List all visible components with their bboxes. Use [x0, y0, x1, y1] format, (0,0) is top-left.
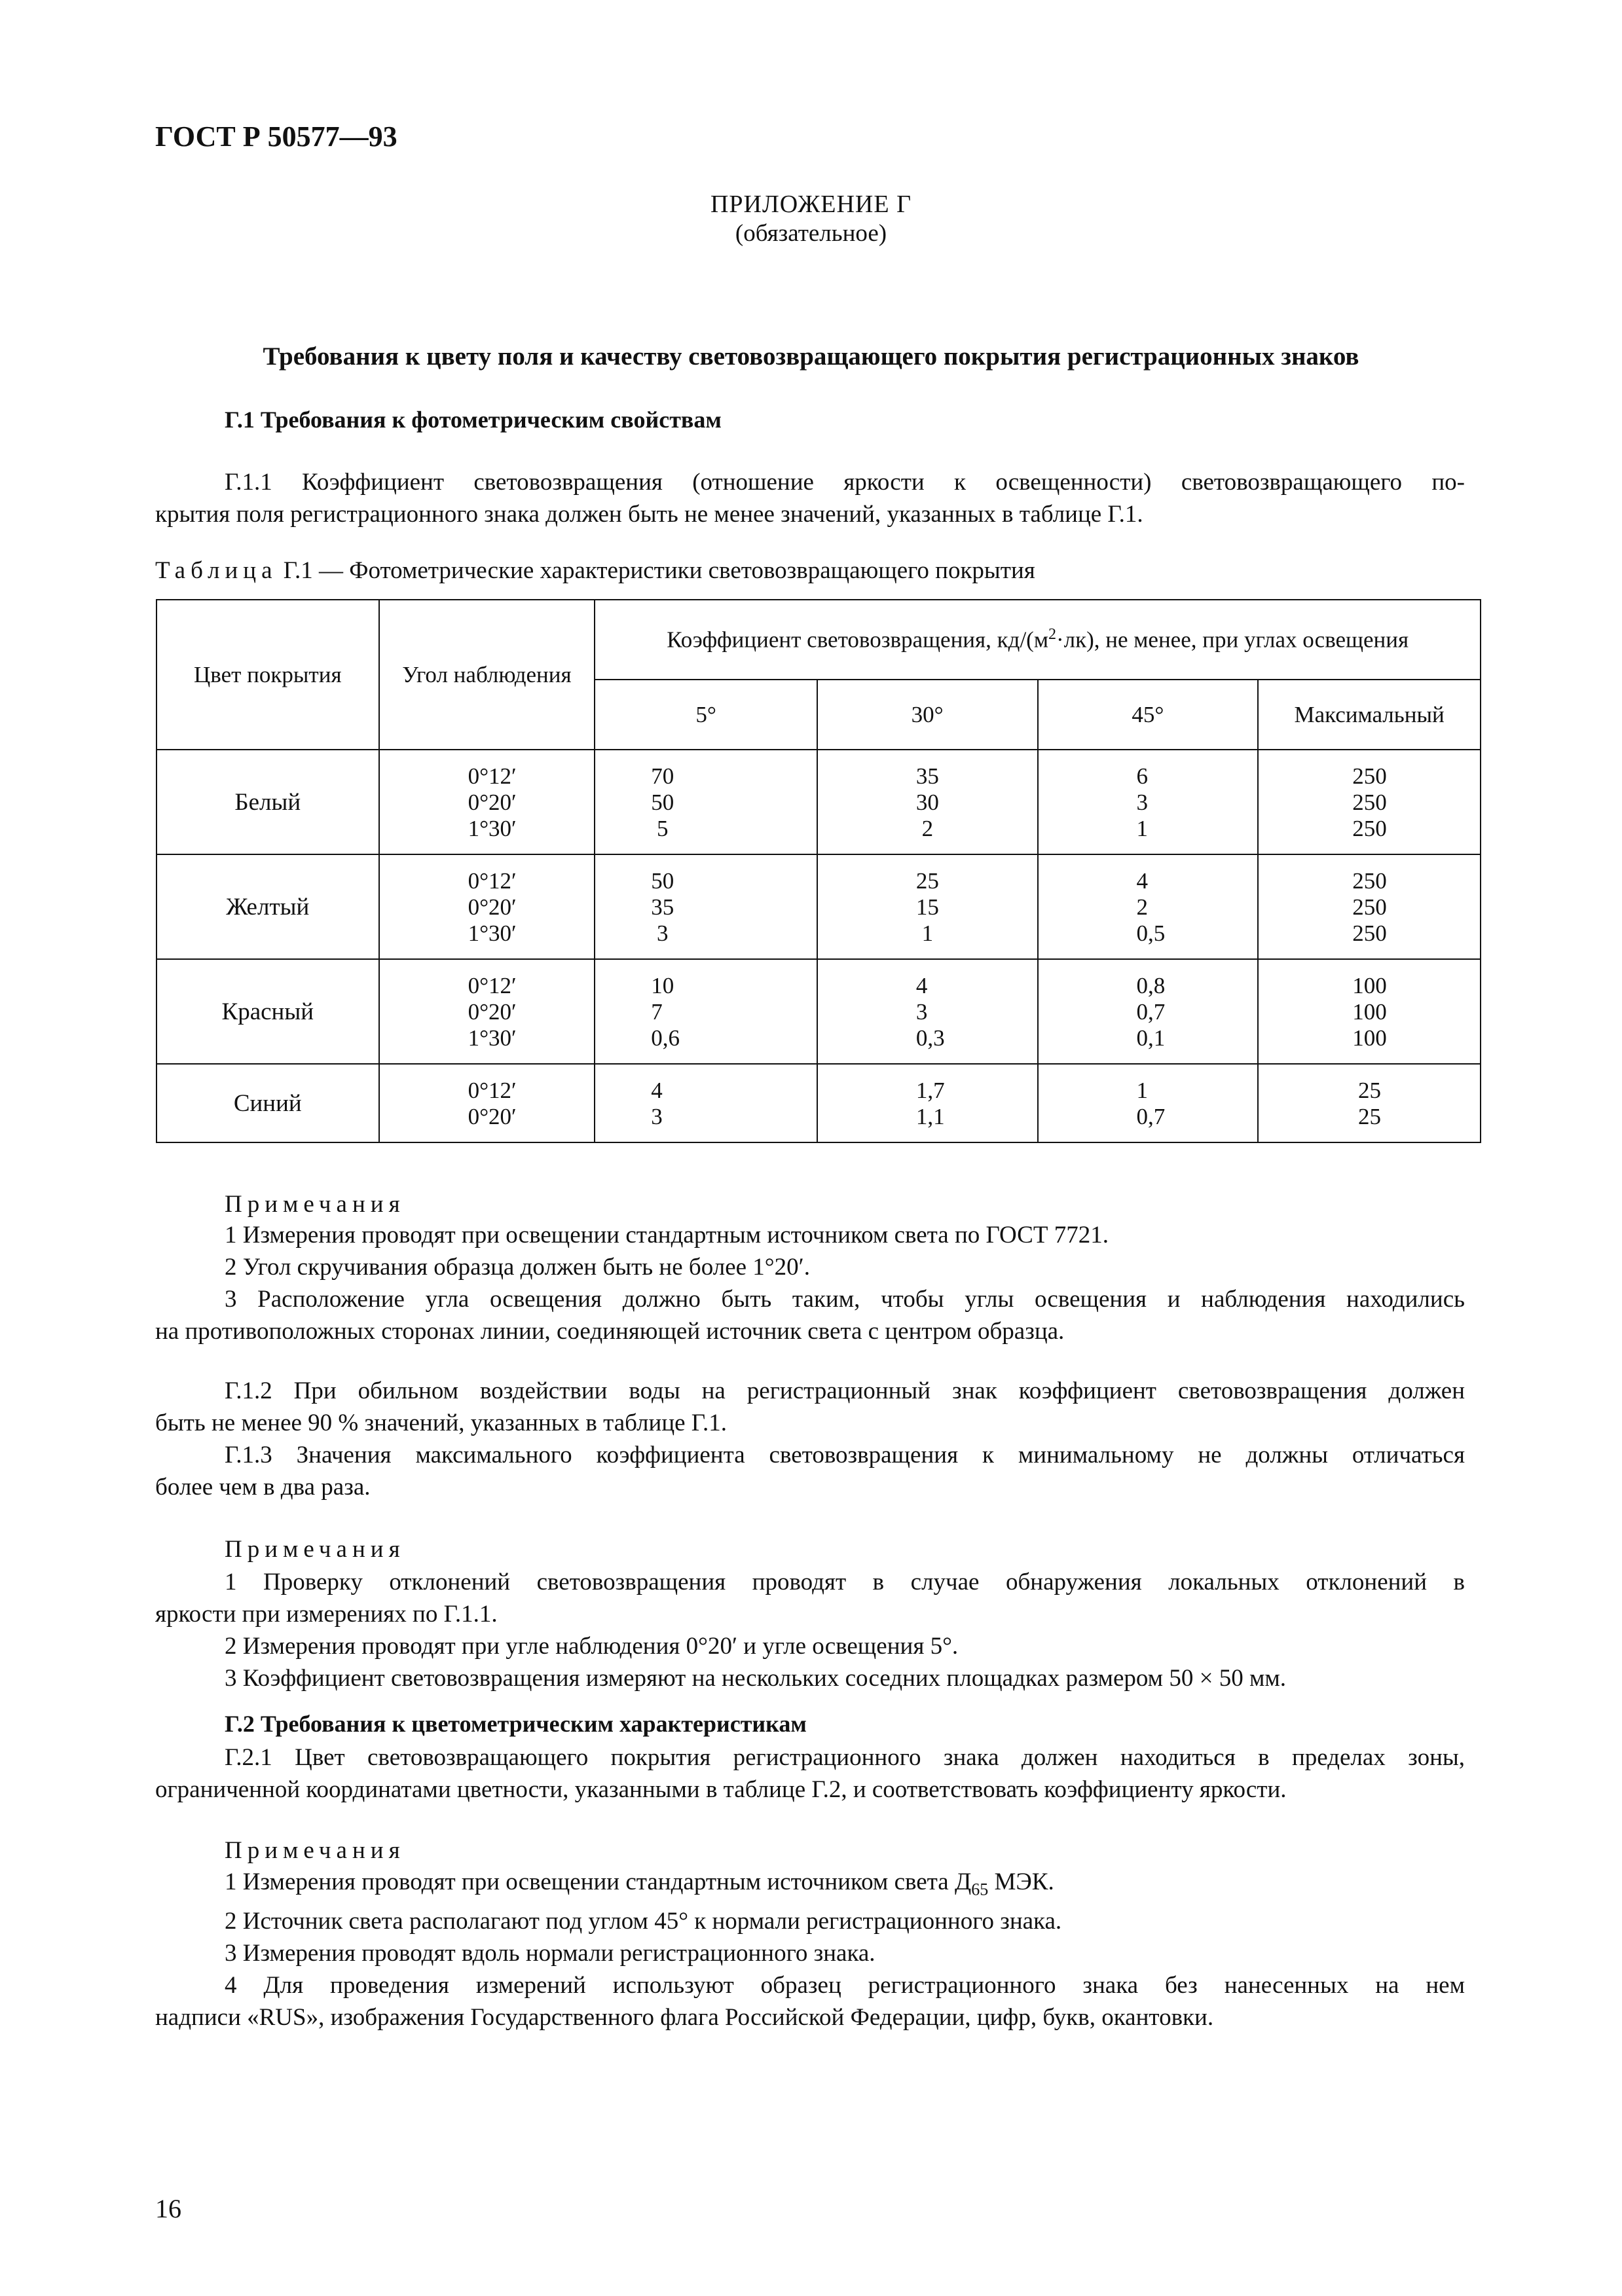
table-caption-word: Таблица	[155, 557, 278, 584]
cell-5deg: 10 7 0,6	[595, 959, 817, 1064]
header-color: Цвет покрытия	[157, 600, 379, 750]
table-row	[157, 959, 1481, 1064]
header-coefficient-sup: 2	[1048, 626, 1056, 644]
table-row	[157, 854, 1481, 959]
cell-45deg: 6 3 1	[1038, 750, 1259, 854]
notes-heading: Примечания	[225, 1837, 405, 1864]
note-item: на противоположных сторонах линии, соединяющей источник света с центром образца.	[155, 1318, 1065, 1345]
cell-angles: 0°12′ 0°20′ 1°30′	[379, 750, 595, 854]
table-row	[157, 750, 1481, 854]
note-item	[155, 1866, 1465, 1905]
cell-45deg: 0,8 0,7 0,1	[1038, 959, 1259, 1064]
header-coefficient-text: ·лк), не менее, при углах освещения	[1056, 627, 1409, 653]
table-row	[157, 1064, 1481, 1142]
note-item: 2 Угол скручивания образца должен быть не более 1°20′.	[225, 1254, 810, 1281]
note-item: 2 Измерения проводят при угле наблюдения 0°20′ и угле освещения 5°.	[225, 1633, 959, 1660]
section-g2-heading: Г.2 Требования к цветометрическим характеристикам	[225, 1711, 807, 1737]
cell-angles: 0°12′ 0°20′ 1°30′	[379, 959, 595, 1064]
paragraph-g1-1	[155, 466, 1465, 530]
notes-block-3	[155, 1866, 1465, 2033]
note-item: 3 Коэффициент световозвращения измеряют на нескольких соседних площадках размером 50 × 50 мм.	[225, 1665, 1287, 1692]
note-subscript: 65	[971, 1880, 989, 1899]
document-header: ГОСТ Р 50577—93	[155, 120, 397, 153]
photometric-table	[156, 599, 1481, 1143]
header-coefficient-text: Коэффициент световозвращения, кд/(м	[667, 627, 1048, 653]
notes-heading: Примечания	[225, 1191, 405, 1218]
note-item: 3 Измерения проводят вдоль нормали регистрационного знака.	[225, 1940, 876, 1967]
cell-color: Желтый	[157, 854, 379, 959]
cell-30deg: 4 3 0,3	[817, 959, 1038, 1064]
note-item: яркости при измерениях по Г.1.1.	[155, 1601, 498, 1628]
cell-color: Синий	[157, 1064, 379, 1142]
header-max: Максимальный	[1258, 680, 1481, 750]
cell-angles: 0°12′ 0°20′ 1°30′	[379, 854, 595, 959]
cell-color: Белый	[157, 750, 379, 854]
paragraph-line: Г.1.1 Коэффициент световозвращения (отношение яркости к освещенности) световозвращающего по-	[225, 469, 1465, 496]
note-item: 2 Источник света располагают под углом 45° к нормали регистрационного знака.	[225, 1908, 1062, 1935]
note-text: 1 Измерения проводят при освещении стандартным источником света Д	[225, 1868, 972, 1895]
paragraph-line: Г.1.3 Значения максимального коэффициента световозвращения к минимальному не должны отличаться	[225, 1442, 1465, 1468]
table-caption-text: Г.1 — Фотометрические характеристики световозвращающего покрытия	[277, 557, 1035, 584]
cell-30deg: 1,7 1,1	[817, 1064, 1038, 1142]
paragraph-line: Г.2.1 Цвет световозвращающего покрытия регистрационного знака должен находиться в пределах зоны,	[225, 1744, 1465, 1771]
cell-30deg: 25 15 1	[817, 854, 1038, 959]
cell-45deg: 1 0,7	[1038, 1064, 1259, 1142]
cell-max: 250 250 250	[1258, 750, 1481, 854]
note-item: 3 Расположение угла освещения должно быть таким, чтобы углы освещения и наблюдения находились	[225, 1286, 1465, 1313]
header-45deg: 45°	[1038, 680, 1259, 750]
paragraph-g1-2	[155, 1375, 1465, 1503]
main-title: Требования к цвету поля и качеству световозвращающего покрытия регистрационных знаков	[263, 342, 1359, 371]
notes-block-1	[155, 1219, 1465, 1347]
paragraph-g2-1	[155, 1741, 1465, 1806]
cell-30deg: 35 30 2	[817, 750, 1038, 854]
header-angle: Угол наблюдения	[379, 600, 595, 750]
notes-heading: Примечания	[225, 1536, 405, 1563]
page-number: 16	[155, 2194, 181, 2223]
header-30deg: 30°	[817, 680, 1038, 750]
note-item: 1 Измерения проводят при освещении стандартным источником света по ГОСТ 7721.	[225, 1222, 1109, 1248]
cell-5deg: 4 3	[595, 1064, 817, 1142]
paragraph-line: более чем в два раза.	[155, 1474, 371, 1501]
note-item: 4 Для проведения измерений используют образец регистрационного знака без нанесенных на нем	[225, 1972, 1465, 1999]
header-coefficient	[595, 600, 1481, 680]
paragraph-line: крытия поля регистрационного знака должен быть не менее значений, указанных в таблице Г.1.	[155, 501, 1143, 528]
appendix-subtitle: (обязательное)	[735, 220, 887, 247]
paragraph-line: Г.1.2 При обильном воздействии воды на регистрационный знак коэффициент световозвращения должен	[225, 1377, 1465, 1404]
note-item: надписи «RUS», изображения Государственного флага Российской Федерации, цифр, букв, окантовки.	[155, 2004, 1214, 2032]
appendix-title: ПРИЛОЖЕНИЕ Г	[710, 191, 912, 218]
note-text: МЭК.	[988, 1868, 1054, 1895]
header-5deg: 5°	[595, 680, 817, 750]
paragraph-line: ограниченной координатами цветности, указанными в таблице Г.2, и соответствовать коэффициенту яркости.	[155, 1776, 1287, 1803]
cell-angles: 0°12′ 0°20′	[379, 1064, 595, 1142]
cell-max: 100 100 100	[1258, 959, 1481, 1064]
notes-block-2	[155, 1566, 1465, 1694]
note-item: 1 Проверку отклонений световозвращения проводят в случае обнаружения локальных отклонений в	[225, 1569, 1465, 1595]
cell-5deg: 70 50 5	[595, 750, 817, 854]
table-caption	[155, 556, 1035, 585]
cell-45deg: 4 2 0,5	[1038, 854, 1259, 959]
cell-5deg: 50 35 3	[595, 854, 817, 959]
paragraph-line: быть не менее 90 % значений, указанных в таблице Г.1.	[155, 1410, 728, 1436]
cell-color: Красный	[157, 959, 379, 1064]
cell-max: 25 25	[1258, 1064, 1481, 1142]
section-g1-heading: Г.1 Требования к фотометрическим свойствам	[225, 407, 722, 433]
cell-max: 250 250 250	[1258, 854, 1481, 959]
